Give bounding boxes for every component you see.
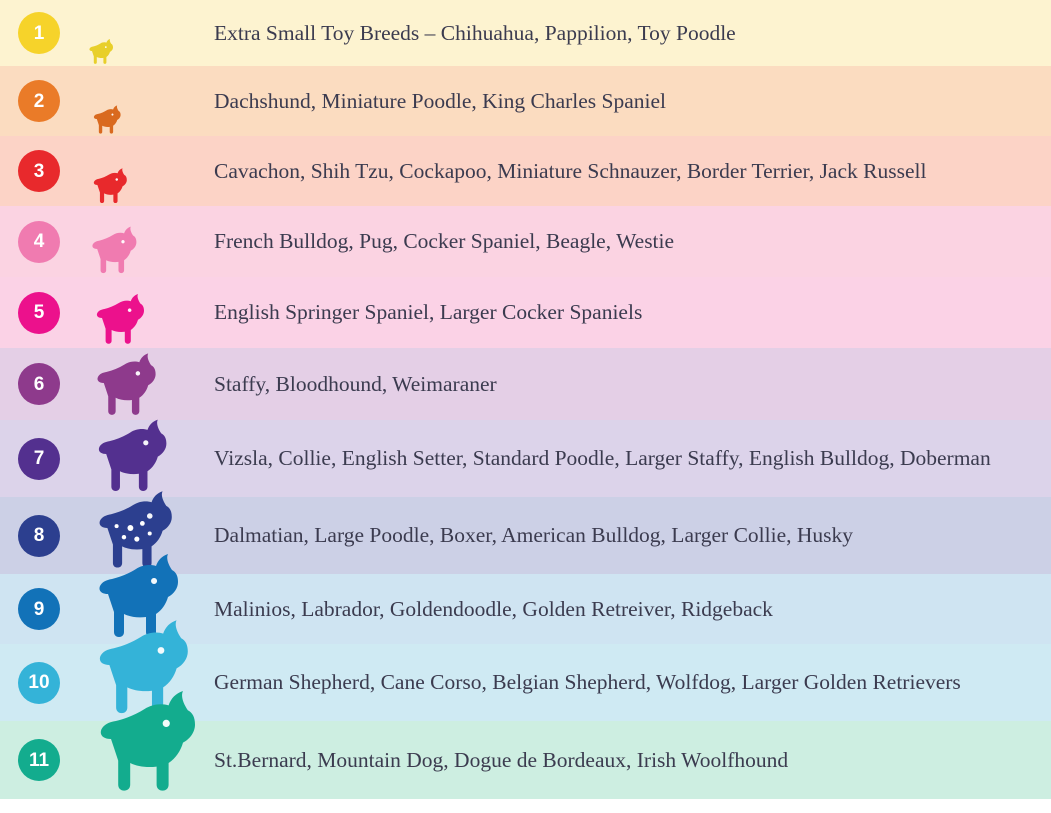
size-number-badge: 10 [18,662,60,704]
breed-list-label: Dachshund, Miniature Poodle, King Charles Spaniel [214,88,667,113]
breed-list-label: Malinios, Labrador, Goldendoodle, Golden Retreiver, Ridgeback [214,596,773,621]
breed-list-label: Staffy, Bloodhound, Weimaraner [214,371,497,396]
table-row [0,348,1051,420]
size-number-badge: 6 [18,363,60,405]
breed-list-label: German Shepherd, Cane Corso, Belgian Shepherd, Wolfdog, Larger Golden Retrievers [214,670,961,694]
size-badge-wrap [0,348,78,420]
size-badge-wrap [0,574,78,644]
size-number-badge: 1 [18,12,60,54]
breed-list-label: Extra Small Toy Breeds – Chihuahua, Pappilion, Toy Poodle [214,20,736,45]
bottom-spacer [0,799,1051,813]
dog-silhouette-beagle-icon [78,206,214,277]
dog-silhouette-dachshund-icon [78,66,214,136]
breed-list-label: English Springer Spaniel, Larger Cocker Spaniels [214,300,643,324]
size-badge-wrap [0,277,78,348]
size-badge-wrap [0,497,78,574]
size-number-badge: 9 [18,588,60,630]
breed-list-label: Dalmatian, Large Poodle, Boxer, American Bulldog, Larger Collie, Husky [214,523,854,547]
size-badge-wrap [0,206,78,277]
table-row [0,721,1051,799]
table-row [0,206,1051,277]
size-badge-wrap [0,0,78,66]
table-row [0,66,1051,136]
size-badge-wrap [0,420,78,497]
dog-silhouette-toy-icon [78,0,214,66]
size-badge-wrap [0,136,78,206]
table-row [0,136,1051,206]
dog-silhouette-springer-icon [78,277,214,348]
breed-list-label: Cavachon, Shih Tzu, Cockapoo, Miniature Schnauzer, Border Terrier, Jack Russell [214,158,927,183]
dog-silhouette-staffy-icon [78,348,214,420]
size-number-badge: 4 [18,221,60,263]
breed-list-label: French Bulldog, Pug, Cocker Spaniel, Beagle, Westie [214,229,675,253]
size-number-badge: 8 [18,515,60,557]
size-number-badge: 2 [18,80,60,122]
breed-list-label: Vizsla, Collie, English Setter, Standard Poodle, Larger Staffy, English Bulldog, Doberman [214,446,991,470]
dog-silhouette-stbernard-icon [78,721,214,799]
table-row [0,0,1051,66]
size-badge-wrap [0,721,78,799]
dog-silhouette-terrier-icon [78,136,214,206]
size-number-badge: 7 [18,438,60,480]
size-number-badge: 11 [18,739,60,781]
size-badge-wrap [0,644,78,721]
table-row [0,277,1051,348]
size-number-badge: 5 [18,292,60,334]
size-badge-wrap [0,66,78,136]
size-number-badge: 3 [18,150,60,192]
breed-list-label: St.Bernard, Mountain Dog, Dogue de Bordeaux, Irish Woolfhound [214,747,789,772]
